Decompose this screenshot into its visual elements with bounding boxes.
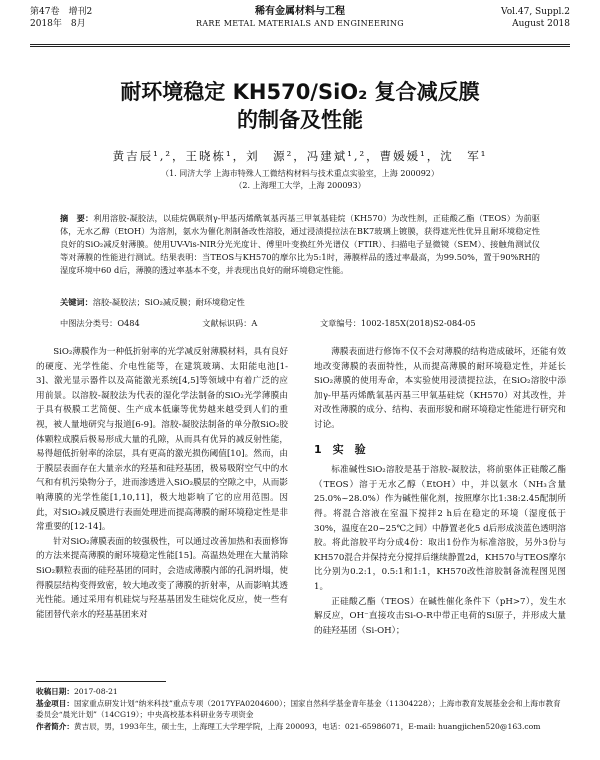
title-line-1: 耐环境稳定 KH570/SiO₂ 复合减反膜: [120, 80, 480, 104]
keywords: [60, 296, 540, 309]
body-right-column: [314, 345, 566, 638]
received-value: 2017-08-21: [73, 687, 118, 696]
author-list: 黄吉辰¹,²，王晓栋¹，刘 源²，冯建斌¹,²，曹媛媛¹，沈 军¹: [112, 149, 488, 163]
header-rule-thin: [30, 46, 570, 47]
body-paragraph: 针对SiO₂薄膜表面的较强极性，可以通过改善加热和表面修饰的方法来提高薄膜的耐环境稳定性能[15]。高温热处理在大量消除SiO₂颗粒表面的硅羟基团的同时，会造成薄膜内部的孔洞坍塌，使得膜层结构变得致密，较大地改变了薄膜的折射率，从而影响其透光性能。通过采用有机硅烷与羟基基团发生硅烷化反应，使一些有能团替代亲水的羟基基团来对: [36, 536, 288, 620]
body-paragraph: SiO₂薄膜作为一种低折射率的光学减反射薄膜材料，具有良好的硬度、光学性能、介电性能等，在建筑玻璃、太阳能电池[1-3]、激光显示器件以及高能激光系统[4,5]等领域中有着广泛的应用前景。以溶胶-凝胶法为代表的湿化学法制备的SiO₂光学薄膜由于具有极膜工艺简便、生产成本低廉等优势越来越受到人们的重视，被人量地研究与报道[6-9]。溶胶-凝胶法制备的单分散SiO₂胶体颗粒成膜后极易形成大量的孔隙，从而具有优异的减反射性能，易得超低折射率的涂层，具有更高的激光损伤阈值[10]。然而，由于膜层表面存在大量亲水的羟基和硅羟基团，极易吸附空气中的水气和有机污染物分子，进而渗透进入SiO₂膜层的空隙之中，从而影响薄膜的光学性能[1,10,11]，极大地影响了它的应用范围。因此，对SiO₂减反膜进行表面处理进而提高薄膜的耐环境稳定性是非常重要的[12-14]。: [36, 347, 288, 533]
affiliations: [0, 168, 600, 192]
clc-label: 中图法分类号：: [60, 318, 118, 328]
clc-code: O484: [117, 318, 140, 328]
article-number: 1002-185X(2018)S2-084-05: [360, 318, 476, 328]
body-paragraph: 薄膜表面进行修饰不仅不会对薄膜的结构造成破坏，还能有效地改变薄膜的表面特性，从而提高薄膜的耐环境稳定性，并延长SiO₂薄膜的使用寿命，本实验使用浸渍提拉法，在SiO₂溶胶中添加γ-甲基丙烯酰氧基丙基三甲氧基硅烷（KH570）对其改性，并对改性薄膜的成分、结构、表面形貌和耐环境稳定性能进行研究和讨论。: [314, 347, 566, 430]
received-label: 收稿日期：: [36, 687, 74, 696]
author-bio-value: 黄吉辰，男，1993年生，硕士生，上海理工大学理学院，上海 200093，电话：021-65986071，E-mail: huangjichen520@163.com: [73, 721, 541, 731]
journal-name-cn: 稀有金属材料与工程: [255, 6, 345, 17]
body-paragraph: 正硅酸乙酯（TEOS）在碱性催化条件下（pH>7），发生水解反应，OH⁻直接攻击Si-O-R中带正电荷的Si原子，并形成大量的硅羟基团（Si-OH）；: [314, 596, 566, 636]
header-center: [30, 6, 570, 30]
abstract: [60, 212, 540, 277]
journal-name-en: RARE METAL MATERIALS AND ENGINEERING: [196, 19, 404, 28]
funding: [36, 698, 564, 721]
footnote: [36, 686, 564, 732]
volume-en: Vol.47, Suppl.2: [501, 7, 570, 17]
title-line-2: 的制备及性能: [237, 108, 363, 132]
paper-title: [0, 78, 600, 134]
fund-value: 国家重点研发计划“纳米科技”重点专项（2017YFA0204600）；国家自然科学基金青年基金（11304228）；上海市教育发展基金会和上海市教育委员会“晨光计划”（14CG19）；中央高校基本科研业务专项资金: [36, 698, 561, 719]
author-bio: [36, 721, 564, 733]
doc-code-label: 文献标识码：: [202, 318, 252, 328]
page-header: [30, 6, 570, 46]
abstract-label: 摘 要：: [60, 213, 94, 223]
keywords-label: 关键词：: [60, 297, 93, 307]
received-date: [36, 686, 564, 698]
section-heading: 1 实 验: [314, 442, 366, 456]
keywords-text: 溶胶-凝胶法；SiO₂减反膜；耐环境稳定性: [92, 297, 245, 307]
footnote-rule: [36, 681, 166, 682]
date-en: August 2018: [512, 19, 570, 29]
body-left-column: [36, 345, 288, 622]
affiliation-1: （1. 同济大学 上海市特殊人工微结构材料与技术重点实验室，上海 200092）: [161, 169, 439, 178]
affiliation-2: （2. 上海理工大学，上海 200093）: [234, 181, 366, 190]
classification-line: [60, 318, 540, 329]
fund-label: 基金项目：: [36, 698, 74, 708]
doc-code: A: [251, 318, 258, 328]
abstract-text: 利用溶胶-凝胶法，以硅烷偶联剂γ-甲基丙烯酰氧基丙基三甲氧基硅烷（KH570）为改性剂，正硅酸乙酯（TEOS）为前驱体，无水乙醇（EtOH）为溶剂，氨水为催化剂制备改性溶胶，通过浸渍提拉法在BK7玻璃上镀膜，获得遮光性优异且耐环境稳定性良好的SiO₂减反射薄膜。使用UV-Vis-NIR分光光度计、傅里叶变换红外光谱仪（FTIR）、扫描电子显微镜（SEM）、接触角测试仪等对薄膜的性能进行测试。结果表明：当TEOS与KH570的摩尔比为5:1时，薄膜样品的透过率最高，为99.50%，置于90%RH的湿度环境中60 d后，薄膜的透过率基本不变，并表现出良好的耐环境稳定性能。: [60, 213, 540, 275]
article-number-label: 文章编号：: [319, 318, 361, 328]
author-bio-label: 作者简介：: [36, 721, 74, 731]
body-paragraph: 标准碱性SiO₂溶胶是基于溶胶-凝胶法，将前驱体正硅酸乙酯（TEOS）溶于无水乙醇（EtOH）中，并以氨水（NH₃含量25.0%~28.0%）作为碱性催化剂，按照摩尔比1:38:2.45配制所得。将混合溶液在室温下搅拌2 h后在稳定的环境（湿度低于30%，温度在20~25℃之间）中静置老化5 d后形成淡蓝色透明溶胶。将此溶胶平均分成4份：取出1份作为标准溶胶，另外3份与KH570混合并保持充分搅拌后继续静置2d，KH570与TEOS摩尔比分别为0.2:1，0.5:1和1:1，KH570改性溶胶制备流程图见图1。: [314, 465, 566, 592]
header-right: [501, 6, 570, 30]
volume-cn: 第47卷 增刊2: [30, 7, 93, 17]
year-cn: 2018年 8月: [30, 19, 86, 29]
header-rule: [30, 44, 570, 45]
